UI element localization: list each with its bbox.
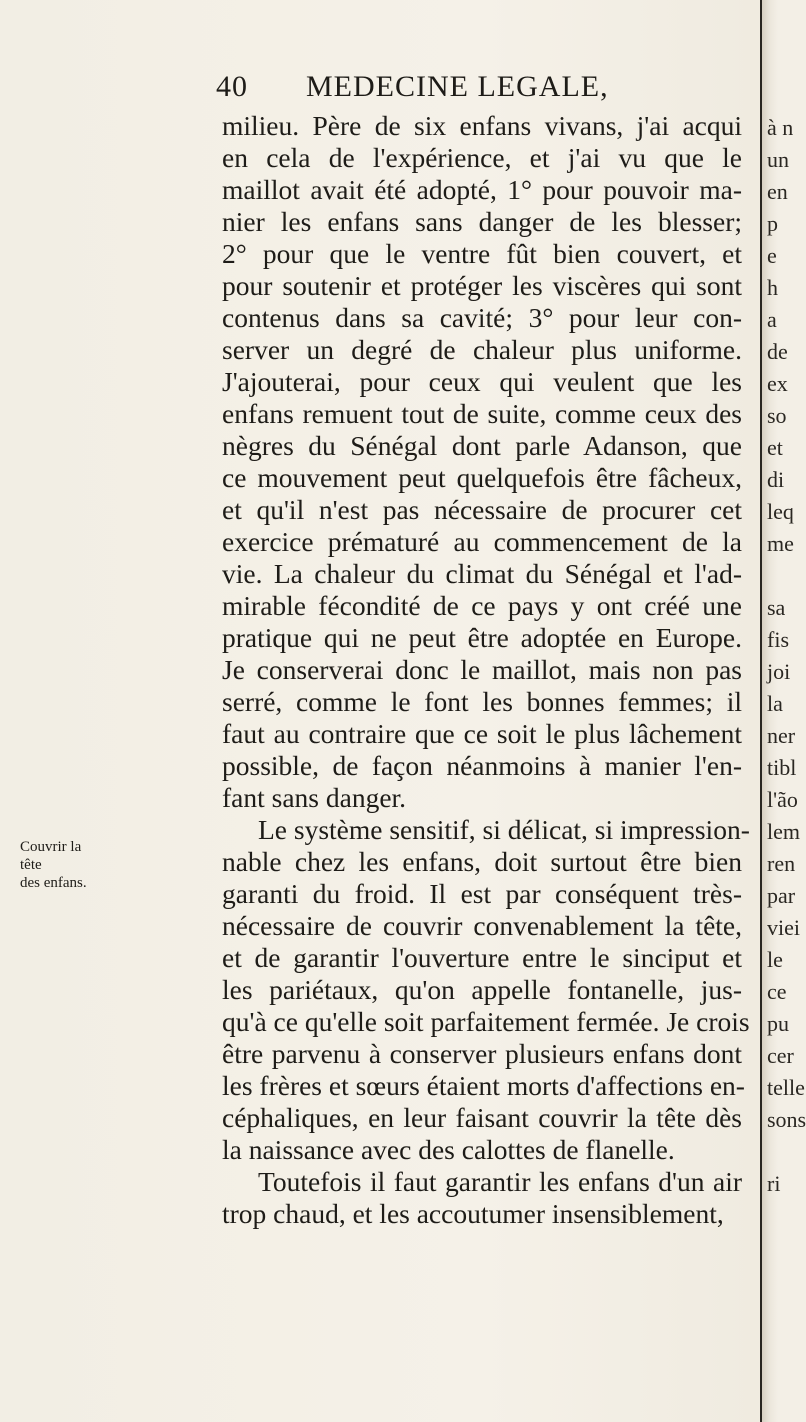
text-line: fant sans danger. — [222, 782, 407, 813]
text-line: vie. La chaleur du climat du Sénégal et l'ad- — [222, 558, 742, 589]
text-line: nègres du Sénégal dont parle Adanson, que — [222, 430, 742, 461]
edge-fragment: e — [767, 243, 777, 268]
text-line: Toutefois il faut garantir les enfans d'un air — [258, 1166, 742, 1197]
edge-fragment: ren — [767, 851, 796, 876]
text-line: trop chaud, et les accoutumer insensiblement, — [222, 1198, 724, 1229]
edge-fragment: l'ão — [767, 787, 798, 812]
text-line: mirable fécondité de ce pays y ont créé une — [222, 590, 742, 621]
edge-fragment: ex — [767, 371, 788, 396]
text-line: ce mouvement peut quelquefois être fâcheux, — [222, 462, 742, 493]
edge-fragment: en — [767, 179, 788, 204]
text-line: et de garantir l'ouverture entre le sinciput et — [222, 942, 742, 973]
text-line: et qu'il n'est pas nécessaire de procurer cet — [222, 494, 742, 525]
text-line: maillot avait été adopté, 1° pour pouvoir ma- — [222, 174, 742, 205]
text-line: les pariétaux, qu'on appelle fontanelle, jus- — [222, 974, 742, 1005]
text-line: nécessaire de couvrir convenablement la tête, — [222, 910, 742, 941]
edge-fragment: h — [767, 275, 778, 300]
text-line: faut au contraire que ce soit le plus lâchement — [222, 718, 742, 749]
text-line: pratique qui ne peut être adoptée en Europe. — [222, 622, 742, 653]
edge-fragment: joi — [767, 659, 791, 684]
text-line: J'ajouterai, pour ceux qui veulent que les — [222, 366, 742, 397]
text-line: server un degré de chaleur plus uniforme. — [222, 334, 742, 365]
page-number: 40 — [216, 70, 248, 103]
edge-fragment: sons — [767, 1107, 806, 1132]
edge-fragment: ner — [767, 723, 796, 748]
text-line: céphaliques, en leur faisant couvrir la tête dès — [222, 1102, 742, 1133]
text-line: nable chez les enfans, doit surtout être bien — [222, 846, 742, 877]
edge-fragment: le — [767, 947, 783, 972]
edge-fragment: par — [767, 883, 796, 908]
margin-note — [20, 838, 106, 892]
text-line: enfans remuent tout de suite, comme ceux des — [222, 398, 742, 429]
edge-fragment: telle — [767, 1075, 805, 1100]
running-head — [216, 70, 609, 104]
edge-fragment: et — [767, 435, 783, 460]
edge-fragment: viei — [767, 915, 800, 940]
text-line: la naissance avec des calottes de flanelle. — [222, 1134, 675, 1165]
text-line: exercice prématuré au commencement de la — [222, 526, 742, 557]
edge-fragment: di — [767, 467, 785, 492]
text-line: contenus dans sa cavité; 3° pour leur con- — [222, 302, 742, 333]
edge-fragment: p — [767, 211, 778, 236]
edge-fragment: à n — [767, 115, 794, 140]
text-line: qu'à ce qu'elle soit parfaitement fermée. Je crois — [222, 1006, 750, 1037]
margin-note-line-1: Couvrir la tête — [20, 839, 82, 873]
text-line: milieu. Père de six enfans vivans, j'ai acqui — [222, 110, 742, 141]
text-line: Je conserverai donc le maillot, mais non pas — [222, 654, 742, 685]
text-line: 2° pour que le ventre fût bien couvert, et — [222, 238, 742, 269]
text-line: les frères et sœurs étaient morts d'affections en- — [222, 1070, 745, 1101]
edge-fragment: so — [767, 403, 787, 428]
running-title: MEDECINE LEGALE, — [306, 70, 609, 103]
adjacent-page-edge — [760, 0, 806, 1422]
edge-fragment: me — [767, 531, 794, 556]
edge-fragment: sa — [767, 595, 786, 620]
edge-fragment: ce — [767, 979, 787, 1004]
text-line: serré, comme le font les bonnes femmes; il — [222, 686, 742, 717]
text-line: nier les enfans sans danger de les blesser; — [222, 206, 742, 237]
text-line: en cela de l'expérience, et j'ai vu que le — [222, 142, 742, 173]
text-line: pour soutenir et protéger les viscères qui sont — [222, 270, 742, 301]
edge-fragment: cer — [767, 1043, 794, 1068]
edge-fragment: pu — [767, 1011, 789, 1036]
edge-fragment: ri — [767, 1171, 781, 1196]
text-line: garanti du froid. Il est par conséquent très- — [222, 878, 742, 909]
edge-fragment: a — [767, 307, 777, 332]
margin-note-line-2: des enfans. — [20, 875, 87, 891]
edge-fragment: un — [767, 147, 789, 172]
edge-fragment: fis — [767, 627, 789, 652]
edge-fragment: leq — [767, 499, 794, 524]
edge-fragment: la — [767, 691, 783, 716]
body-text — [222, 110, 750, 1230]
edge-fragment: de — [767, 339, 788, 364]
text-line: être parvenu à conserver plusieurs enfans dont — [222, 1038, 742, 1069]
text-line: possible, de façon néanmoins à manier l'en- — [222, 750, 742, 781]
edge-fragment: tibl — [767, 755, 797, 780]
text-line: Le système sensitif, si délicat, si impression- — [258, 814, 750, 845]
edge-fragment: lem — [767, 819, 800, 844]
